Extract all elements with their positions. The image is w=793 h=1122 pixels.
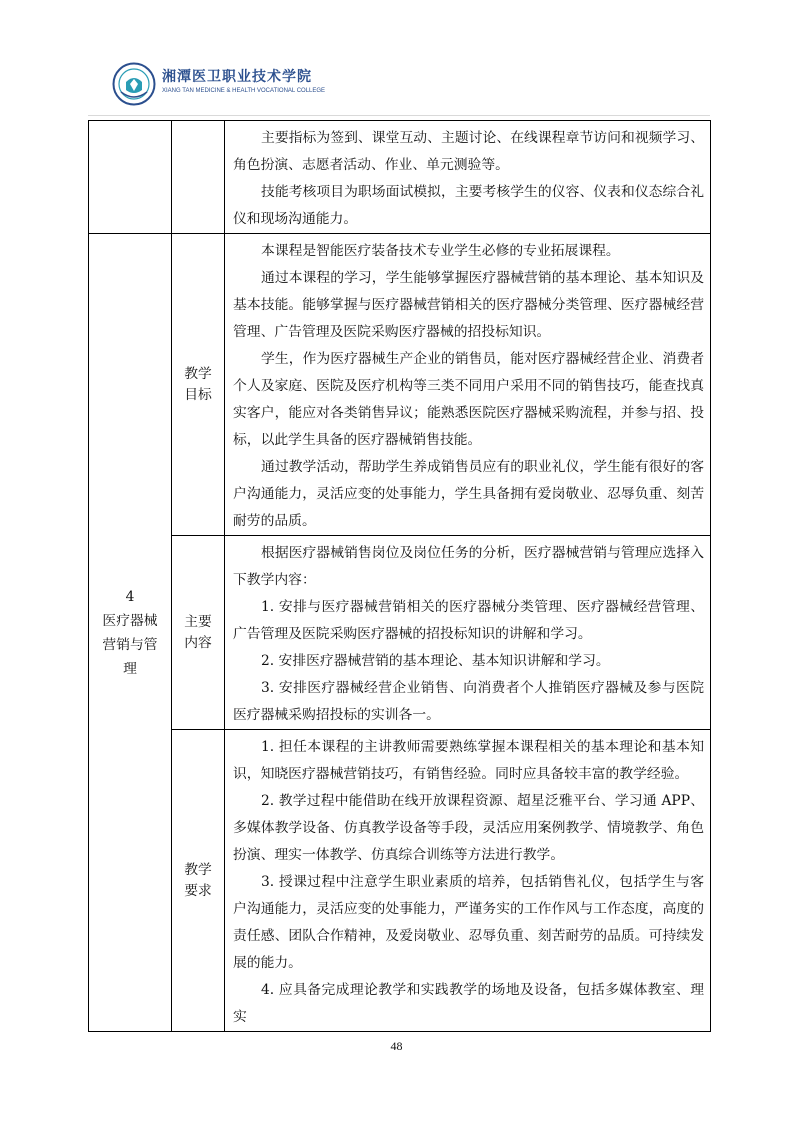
paragraph: 通过教学活动，帮助学生养成销售员应有的职业礼仪，学生能有很好的客户沟通能力，灵活应变的处事能力，学生具备拥有爱岗敬业、忍辱负重、刻苦耐劳的品质。 bbox=[233, 459, 704, 529]
table-row-evaluation bbox=[89, 121, 711, 234]
course-number: 4 bbox=[125, 588, 135, 605]
paragraph: 主要指标为签到、课堂互动、主题讨论、在线课程章节访问和视频学习、角色扮演、志愿者活动、作业、单元测验等。 bbox=[233, 130, 704, 173]
course-name-line: 理 bbox=[123, 660, 137, 677]
paragraph: 4. 应具备完成理论教学和实践教学的场地及设备，包括多媒体教室、理实 bbox=[233, 982, 704, 1025]
table-row-objectives bbox=[89, 234, 711, 536]
content-label-cell bbox=[172, 536, 225, 730]
paragraph: 通过本课程的学习，学生能够掌握医疗器械营销的基本理论、基本知识及基本技能。能够掌握与医疗器械营销相关的医疗器械分类管理、医疗器械经营管理、广告管理及医院采购医疗器械的招投标知识。 bbox=[233, 270, 704, 340]
paragraph: 学生，作为医疗器械生产企业的销售员，能对医疗器械经营企业、消费者个人及家庭、医院及医疗机构等三类不同用户采用不同的销售技巧，能查找真实客户，能应对各类销售异议；能熟悉医院医疗器械采购流程，并参与招、投标，以此学生具备的医疗器械销售技能。 bbox=[233, 351, 704, 448]
objectives-label: 教学 bbox=[184, 365, 212, 382]
paragraph: 根据医疗器械销售岗位及岗位任务的分析，医疗器械营销与管理应选择入下教学内容： bbox=[233, 545, 704, 588]
paragraph: 1. 担任本课程的主讲教师需要熟练掌握本课程相关的基本理论和基本知识，知晓医疗器械营销技巧，有销售经验。同时应具备较丰富的教学经验。 bbox=[233, 739, 704, 782]
requirements-content-cell bbox=[225, 730, 711, 1032]
curriculum-table bbox=[88, 120, 711, 1032]
school-name-cn: 湘潭医卫职业技术学院 bbox=[162, 69, 312, 85]
paragraph: 2. 安排医疗器械营销的基本理论、基本知识讲解和学习。 bbox=[261, 653, 610, 669]
content-label: 主要 bbox=[184, 613, 212, 630]
empty-cell bbox=[172, 121, 225, 234]
requirements-label: 教学 bbox=[184, 861, 212, 878]
header-divider bbox=[88, 115, 710, 116]
paragraph: 本课程是智能医疗装备技术专业学生必修的专业拓展课程。 bbox=[261, 243, 620, 259]
page-header bbox=[112, 62, 326, 108]
objectives-label-cell bbox=[172, 234, 225, 536]
table-row-content bbox=[89, 536, 711, 730]
paragraph: 技能考核项目为职场面试模拟，主要考核学生的仪容、仪表和仪态综合礼仪和现场沟通能力。 bbox=[233, 184, 704, 227]
course-name-cell bbox=[89, 234, 172, 1032]
objectives-label: 目标 bbox=[184, 386, 212, 403]
objectives-content-cell bbox=[225, 234, 711, 536]
evaluation-content-cell bbox=[225, 121, 711, 234]
content-label: 内容 bbox=[184, 634, 212, 651]
school-emblem-icon bbox=[112, 62, 156, 106]
empty-cell bbox=[89, 121, 172, 234]
table-row-requirements bbox=[89, 730, 711, 1032]
paragraph: 2. 教学过程中能借助在线开放课程资源、超星泛雅平台、学习通 APP、多媒体教学设备、仿真教学设备等手段，灵活应用案例教学、情境教学、角色扮演、理实一体教学、仿真综合训练等方法进行教学。 bbox=[233, 793, 704, 863]
course-name-line: 营销与管 bbox=[102, 636, 158, 653]
school-name-en: XIANG TAN MEDICINE & HEALTH VOCATIONAL COLLEGE bbox=[162, 88, 326, 94]
paragraph: 1. 安排与医疗器械营销相关的医疗器械分类管理、医疗器械经营管理、广告管理及医院采购医疗器械的招投标知识的讲解和学习。 bbox=[233, 599, 704, 642]
paragraph: 3. 安排医疗器械经营企业销售、向消费者个人推销医疗器械及参与医院医疗器械采购招投标的实训各一。 bbox=[233, 680, 704, 723]
requirements-label-cell bbox=[172, 730, 225, 1032]
paragraph: 3. 授课过程中注意学生职业素质的培养，包括销售礼仪，包括学生与客户沟通能力，灵活应变的处事能力，严谨务实的工作作风与工作态度，高度的责任感、团队合作精神，及爱岗敬业、忍辱负重、刻苦耐劳的品质。可持续发展的能力。 bbox=[233, 874, 704, 971]
content-content-cell bbox=[225, 536, 711, 730]
course-name-line: 医疗器械 bbox=[102, 612, 158, 629]
requirements-label: 要求 bbox=[184, 882, 212, 899]
page-number: 48 bbox=[390, 1039, 403, 1053]
